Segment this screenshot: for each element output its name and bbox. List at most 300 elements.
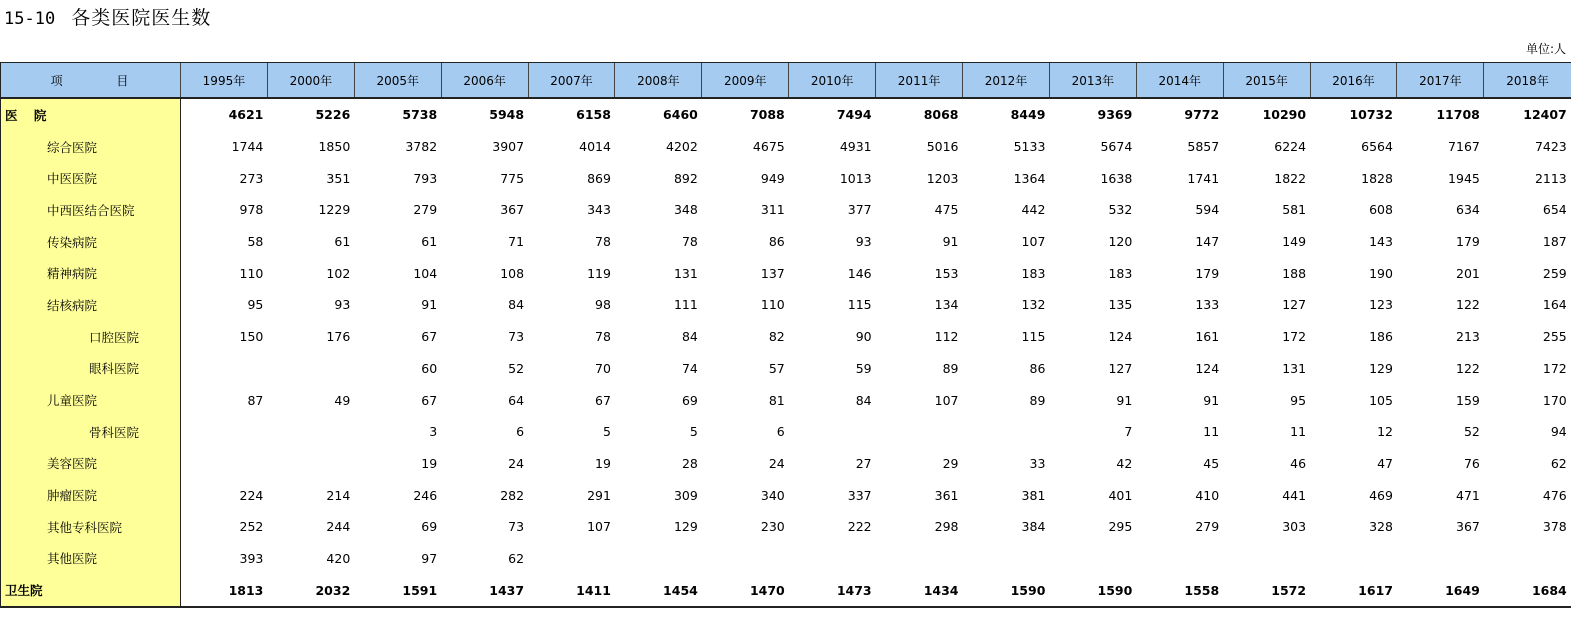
row-label: 精神病院 <box>1 257 181 289</box>
value-cell: 348 <box>673 202 698 218</box>
value-cell: 1591 <box>354 574 441 607</box>
value-cell: 86 <box>768 234 785 250</box>
value-cell <box>267 448 354 480</box>
value-cell <box>876 416 963 448</box>
value-cell: 1013 <box>839 170 872 186</box>
value-cell: 273 <box>239 170 264 186</box>
value-cell: 149 <box>1282 234 1307 250</box>
value-cell: 4931 <box>839 139 872 155</box>
value-cell: 52 <box>1463 424 1480 440</box>
value-cell: 1437 <box>441 574 528 607</box>
value-cell: 1473 <box>789 574 876 607</box>
value-cell: 131 <box>673 265 698 281</box>
value-cell: 111 <box>673 297 698 313</box>
value-cell: 5226 <box>315 107 351 123</box>
table-row <box>1 162 1571 194</box>
value-cell: 2032 <box>267 574 354 607</box>
value-cell: 1470 <box>702 574 789 607</box>
value-cell: 291 <box>587 487 611 503</box>
value-cell: 187 <box>1542 234 1567 250</box>
value-cell <box>1136 543 1223 575</box>
row-label: 肿瘤医院 <box>1 479 181 511</box>
table-row <box>1 226 1571 258</box>
value-cell: 255 <box>1542 329 1567 345</box>
value-cell: 213 <box>1456 329 1480 345</box>
value-cell: 393 <box>239 550 264 566</box>
value-cell: 1813 <box>181 574 268 607</box>
value-cell: 361 <box>934 487 959 503</box>
value-cell: 170 <box>1542 392 1567 408</box>
year-header: 2006年 <box>441 63 528 99</box>
table-row <box>1 543 1571 575</box>
value-cell: 49 <box>334 392 351 408</box>
row-label: 综合医院 <box>1 131 181 163</box>
row-label: 口腔医院 <box>1 321 181 353</box>
year-header: 2014年 <box>1136 63 1223 99</box>
value-cell: 28 <box>681 455 698 471</box>
value-cell: 634 <box>1456 202 1480 218</box>
value-cell: 153 <box>934 265 959 281</box>
value-cell: 91 <box>1116 392 1133 408</box>
year-header: 2015年 <box>1223 63 1310 99</box>
value-cell <box>1049 543 1136 575</box>
value-cell: 161 <box>1195 329 1220 345</box>
value-cell: 309 <box>673 487 698 503</box>
value-cell: 311 <box>760 202 785 218</box>
value-cell: 84 <box>681 329 698 345</box>
value-cell: 84 <box>855 392 872 408</box>
value-cell: 3782 <box>405 139 438 155</box>
page-title <box>4 4 211 32</box>
year-header: 2005年 <box>354 63 441 99</box>
value-cell: 60 <box>421 360 438 376</box>
value-cell: 6460 <box>663 107 698 123</box>
value-cell: 532 <box>1108 202 1133 218</box>
value-cell: 73 <box>508 329 525 345</box>
value-cell: 115 <box>1021 329 1046 345</box>
value-cell: 132 <box>1021 297 1046 313</box>
value-cell: 279 <box>1195 519 1220 535</box>
value-cell: 201 <box>1456 265 1480 281</box>
value-cell: 12407 <box>1523 107 1567 123</box>
value-cell: 90 <box>855 329 872 345</box>
value-cell: 337 <box>847 487 872 503</box>
value-cell: 252 <box>239 519 264 535</box>
value-cell: 581 <box>1282 202 1307 218</box>
value-cell: 164 <box>1542 297 1567 313</box>
value-cell: 10290 <box>1262 107 1307 123</box>
table-row <box>1 194 1571 226</box>
value-cell: 8068 <box>923 107 959 123</box>
value-cell: 9369 <box>1097 107 1133 123</box>
value-cell: 105 <box>1369 392 1393 408</box>
value-cell: 471 <box>1456 487 1480 503</box>
value-cell: 108 <box>500 265 525 281</box>
value-cell: 150 <box>239 329 264 345</box>
value-cell: 475 <box>934 202 959 218</box>
value-cell: 69 <box>681 392 698 408</box>
year-header: 2012年 <box>963 63 1050 99</box>
value-cell: 214 <box>326 487 351 503</box>
value-cell: 46 <box>1290 455 1307 471</box>
value-cell: 123 <box>1369 297 1393 313</box>
value-cell: 1454 <box>615 574 702 607</box>
value-cell: 401 <box>1108 487 1133 503</box>
value-cell: 42 <box>1116 455 1133 471</box>
value-cell: 367 <box>500 202 525 218</box>
value-cell <box>181 353 268 385</box>
value-cell: 869 <box>587 170 611 186</box>
value-cell: 67 <box>595 392 611 408</box>
value-cell: 104 <box>413 265 438 281</box>
table-row <box>1 511 1571 543</box>
value-cell: 19 <box>421 455 438 471</box>
value-cell: 124 <box>1195 360 1220 376</box>
value-cell: 24 <box>508 455 525 471</box>
value-cell: 176 <box>326 329 351 345</box>
value-cell <box>1223 543 1310 575</box>
value-cell: 3 <box>429 424 438 440</box>
value-cell: 6 <box>776 424 785 440</box>
row-label: 传染病院 <box>1 226 181 258</box>
value-cell: 282 <box>500 487 525 503</box>
value-cell: 135 <box>1108 297 1133 313</box>
value-cell: 1203 <box>926 170 959 186</box>
row-label: 结核病院 <box>1 289 181 321</box>
header-row <box>1 63 1571 99</box>
value-cell: 978 <box>239 202 264 218</box>
value-cell: 7 <box>1124 424 1133 440</box>
value-cell: 98 <box>595 297 611 313</box>
value-cell: 775 <box>500 170 525 186</box>
year-header: 2008年 <box>615 63 702 99</box>
value-cell: 10732 <box>1349 107 1393 123</box>
value-cell: 33 <box>1029 455 1046 471</box>
value-cell: 441 <box>1282 487 1307 503</box>
value-cell: 9772 <box>1184 107 1220 123</box>
value-cell: 179 <box>1195 265 1220 281</box>
value-cell <box>1310 543 1397 575</box>
value-cell: 70 <box>595 360 611 376</box>
value-cell: 11 <box>1290 424 1307 440</box>
value-cell: 124 <box>1108 329 1133 345</box>
value-cell: 11 <box>1203 424 1220 440</box>
year-header: 2000年 <box>267 63 354 99</box>
value-cell: 172 <box>1542 360 1567 376</box>
year-header: 2010年 <box>789 63 876 99</box>
value-cell: 119 <box>587 265 611 281</box>
value-cell: 137 <box>760 265 785 281</box>
value-cell: 129 <box>1369 360 1393 376</box>
table-row <box>1 384 1571 416</box>
value-cell: 8449 <box>1010 107 1046 123</box>
value-cell: 654 <box>1542 202 1567 218</box>
value-cell: 230 <box>760 519 785 535</box>
value-cell: 1572 <box>1223 574 1310 607</box>
value-cell: 179 <box>1456 234 1480 250</box>
value-cell: 1364 <box>1013 170 1046 186</box>
item-header-part-a: 项 <box>50 73 65 88</box>
value-cell: 95 <box>247 297 264 313</box>
value-cell: 4621 <box>228 107 264 123</box>
value-cell: 131 <box>1282 360 1307 376</box>
value-cell: 62 <box>508 550 525 566</box>
row-label: 其他医院 <box>1 543 181 575</box>
value-cell: 24 <box>768 455 785 471</box>
value-cell: 381 <box>1021 487 1046 503</box>
value-cell: 5674 <box>1100 139 1133 155</box>
item-header <box>1 63 181 99</box>
value-cell: 71 <box>508 234 525 250</box>
row-label: 医 院 <box>1 98 181 131</box>
value-cell: 7167 <box>1448 139 1480 155</box>
value-cell: 246 <box>413 487 438 503</box>
row-label: 其他专科医院 <box>1 511 181 543</box>
table-row <box>1 574 1571 607</box>
value-cell: 1590 <box>1049 574 1136 607</box>
table-row <box>1 448 1571 480</box>
value-cell: 384 <box>1021 519 1046 535</box>
value-cell: 340 <box>760 487 785 503</box>
value-cell: 62 <box>1550 455 1567 471</box>
value-cell: 5016 <box>926 139 959 155</box>
value-cell: 222 <box>847 519 872 535</box>
value-cell: 1638 <box>1100 170 1133 186</box>
value-cell: 91 <box>942 234 959 250</box>
row-label: 美容医院 <box>1 448 181 480</box>
value-cell <box>181 448 268 480</box>
row-label: 中西医结合医院 <box>1 194 181 226</box>
value-cell: 122 <box>1456 360 1480 376</box>
unit-label: 单位:人 <box>1525 42 1566 56</box>
value-cell: 143 <box>1369 234 1393 250</box>
value-cell: 378 <box>1542 519 1567 535</box>
value-cell: 5738 <box>402 107 438 123</box>
value-cell: 1558 <box>1136 574 1223 607</box>
value-cell: 1434 <box>876 574 963 607</box>
value-cell: 59 <box>855 360 872 376</box>
value-cell: 89 <box>942 360 959 376</box>
value-cell: 97 <box>421 550 438 566</box>
value-cell: 78 <box>595 329 611 345</box>
value-cell <box>1484 543 1571 575</box>
value-cell: 29 <box>942 455 959 471</box>
value-cell: 6 <box>516 424 525 440</box>
value-cell: 133 <box>1195 297 1220 313</box>
value-cell: 295 <box>1108 519 1133 535</box>
value-cell: 1850 <box>318 139 351 155</box>
value-cell: 224 <box>239 487 264 503</box>
value-cell: 91 <box>421 297 438 313</box>
value-cell: 608 <box>1369 202 1393 218</box>
value-cell: 377 <box>847 202 872 218</box>
value-cell: 343 <box>587 202 611 218</box>
value-cell: 5 <box>689 424 698 440</box>
value-cell: 120 <box>1108 234 1133 250</box>
value-cell: 69 <box>421 519 438 535</box>
value-cell: 147 <box>1195 234 1220 250</box>
value-cell <box>181 416 268 448</box>
value-cell: 134 <box>934 297 959 313</box>
value-cell: 12 <box>1377 424 1393 440</box>
value-cell: 949 <box>760 170 785 186</box>
value-cell: 4202 <box>666 139 698 155</box>
value-cell: 5857 <box>1187 139 1220 155</box>
year-header: 2011年 <box>876 63 963 99</box>
table-body <box>1 98 1571 607</box>
value-cell: 87 <box>247 392 264 408</box>
value-cell: 129 <box>673 519 698 535</box>
value-cell: 1741 <box>1187 170 1220 186</box>
table-number: 15-10 <box>4 9 56 29</box>
value-cell: 61 <box>334 234 351 250</box>
value-cell: 107 <box>1021 234 1046 250</box>
table-row <box>1 321 1571 353</box>
value-cell: 110 <box>239 265 264 281</box>
value-cell: 74 <box>681 360 698 376</box>
year-header: 2009年 <box>702 63 789 99</box>
value-cell: 190 <box>1369 265 1393 281</box>
value-cell: 91 <box>1203 392 1220 408</box>
value-cell: 594 <box>1195 202 1220 218</box>
value-cell: 95 <box>1290 392 1307 408</box>
value-cell: 172 <box>1282 329 1307 345</box>
table-row <box>1 98 1571 131</box>
value-cell: 78 <box>681 234 698 250</box>
value-cell: 351 <box>326 170 351 186</box>
value-cell <box>963 416 1050 448</box>
value-cell: 5948 <box>489 107 525 123</box>
value-cell: 410 <box>1195 487 1220 503</box>
value-cell: 57 <box>768 360 785 376</box>
value-cell: 4014 <box>579 139 611 155</box>
value-cell: 27 <box>855 455 872 471</box>
row-label: 骨科医院 <box>1 416 181 448</box>
value-cell: 1684 <box>1484 574 1571 607</box>
value-cell: 19 <box>595 455 611 471</box>
value-cell: 367 <box>1456 519 1480 535</box>
table-row <box>1 289 1571 321</box>
value-cell: 6158 <box>576 107 611 123</box>
value-cell: 102 <box>326 265 351 281</box>
value-cell: 1828 <box>1361 170 1393 186</box>
value-cell: 188 <box>1282 265 1307 281</box>
value-cell: 64 <box>508 392 525 408</box>
value-cell <box>876 543 963 575</box>
value-cell: 298 <box>934 519 959 535</box>
value-cell: 81 <box>768 392 785 408</box>
year-header: 2007年 <box>528 63 615 99</box>
value-cell: 93 <box>855 234 872 250</box>
value-cell: 442 <box>1021 202 1046 218</box>
row-label: 眼科医院 <box>1 353 181 385</box>
value-cell: 146 <box>847 265 872 281</box>
table-row <box>1 479 1571 511</box>
table-row <box>1 257 1571 289</box>
value-cell: 115 <box>847 297 872 313</box>
year-header: 2017年 <box>1397 63 1484 99</box>
value-cell: 420 <box>326 550 351 566</box>
value-cell: 45 <box>1203 455 1220 471</box>
value-cell: 78 <box>595 234 611 250</box>
value-cell: 110 <box>760 297 785 313</box>
value-cell: 2113 <box>1534 170 1567 186</box>
value-cell: 7494 <box>836 107 872 123</box>
value-cell <box>963 543 1050 575</box>
value-cell: 1744 <box>231 139 264 155</box>
value-cell: 1822 <box>1274 170 1307 186</box>
year-header: 2013年 <box>1049 63 1136 99</box>
year-header: 2018年 <box>1484 63 1571 99</box>
value-cell <box>615 543 702 575</box>
value-cell: 186 <box>1369 329 1393 345</box>
value-cell: 279 <box>413 202 438 218</box>
value-cell <box>528 543 615 575</box>
value-cell: 6224 <box>1274 139 1307 155</box>
value-cell <box>789 543 876 575</box>
value-cell: 52 <box>508 360 525 376</box>
row-label: 中医医院 <box>1 162 181 194</box>
value-cell: 93 <box>334 297 351 313</box>
value-cell: 303 <box>1282 519 1307 535</box>
value-cell: 82 <box>768 329 785 345</box>
value-cell <box>789 416 876 448</box>
value-cell: 7423 <box>1534 139 1567 155</box>
value-cell: 259 <box>1542 265 1567 281</box>
year-header: 1995年 <box>181 63 268 99</box>
value-cell: 86 <box>1029 360 1046 376</box>
value-cell: 73 <box>508 519 525 535</box>
value-cell: 94 <box>1550 424 1567 440</box>
value-cell: 476 <box>1542 487 1567 503</box>
table-row <box>1 131 1571 163</box>
value-cell: 1411 <box>528 574 615 607</box>
value-cell: 4675 <box>752 139 785 155</box>
value-cell <box>267 353 354 385</box>
value-cell: 107 <box>934 392 959 408</box>
value-cell: 127 <box>1282 297 1307 313</box>
value-cell <box>267 416 354 448</box>
value-cell: 5133 <box>1013 139 1046 155</box>
value-cell: 244 <box>326 519 351 535</box>
value-cell: 84 <box>508 297 525 313</box>
table-row <box>1 353 1571 385</box>
value-cell: 7088 <box>749 107 785 123</box>
value-cell: 1617 <box>1310 574 1397 607</box>
value-cell: 47 <box>1377 455 1393 471</box>
value-cell <box>702 543 789 575</box>
value-cell: 469 <box>1369 487 1393 503</box>
table-row <box>1 416 1571 448</box>
value-cell: 5 <box>603 424 611 440</box>
year-header: 2016年 <box>1310 63 1397 99</box>
value-cell: 127 <box>1108 360 1133 376</box>
value-cell: 183 <box>1108 265 1133 281</box>
value-cell: 112 <box>934 329 959 345</box>
value-cell: 183 <box>1021 265 1046 281</box>
value-cell: 1590 <box>963 574 1050 607</box>
value-cell: 11708 <box>1436 107 1480 123</box>
value-cell: 892 <box>673 170 698 186</box>
value-cell: 76 <box>1463 455 1480 471</box>
value-cell: 793 <box>413 170 438 186</box>
row-label: 儿童医院 <box>1 384 181 416</box>
value-cell: 1945 <box>1448 170 1480 186</box>
value-cell: 3907 <box>492 139 525 155</box>
row-label: 卫生院 <box>1 574 181 607</box>
value-cell: 67 <box>421 392 438 408</box>
value-cell: 107 <box>587 519 611 535</box>
